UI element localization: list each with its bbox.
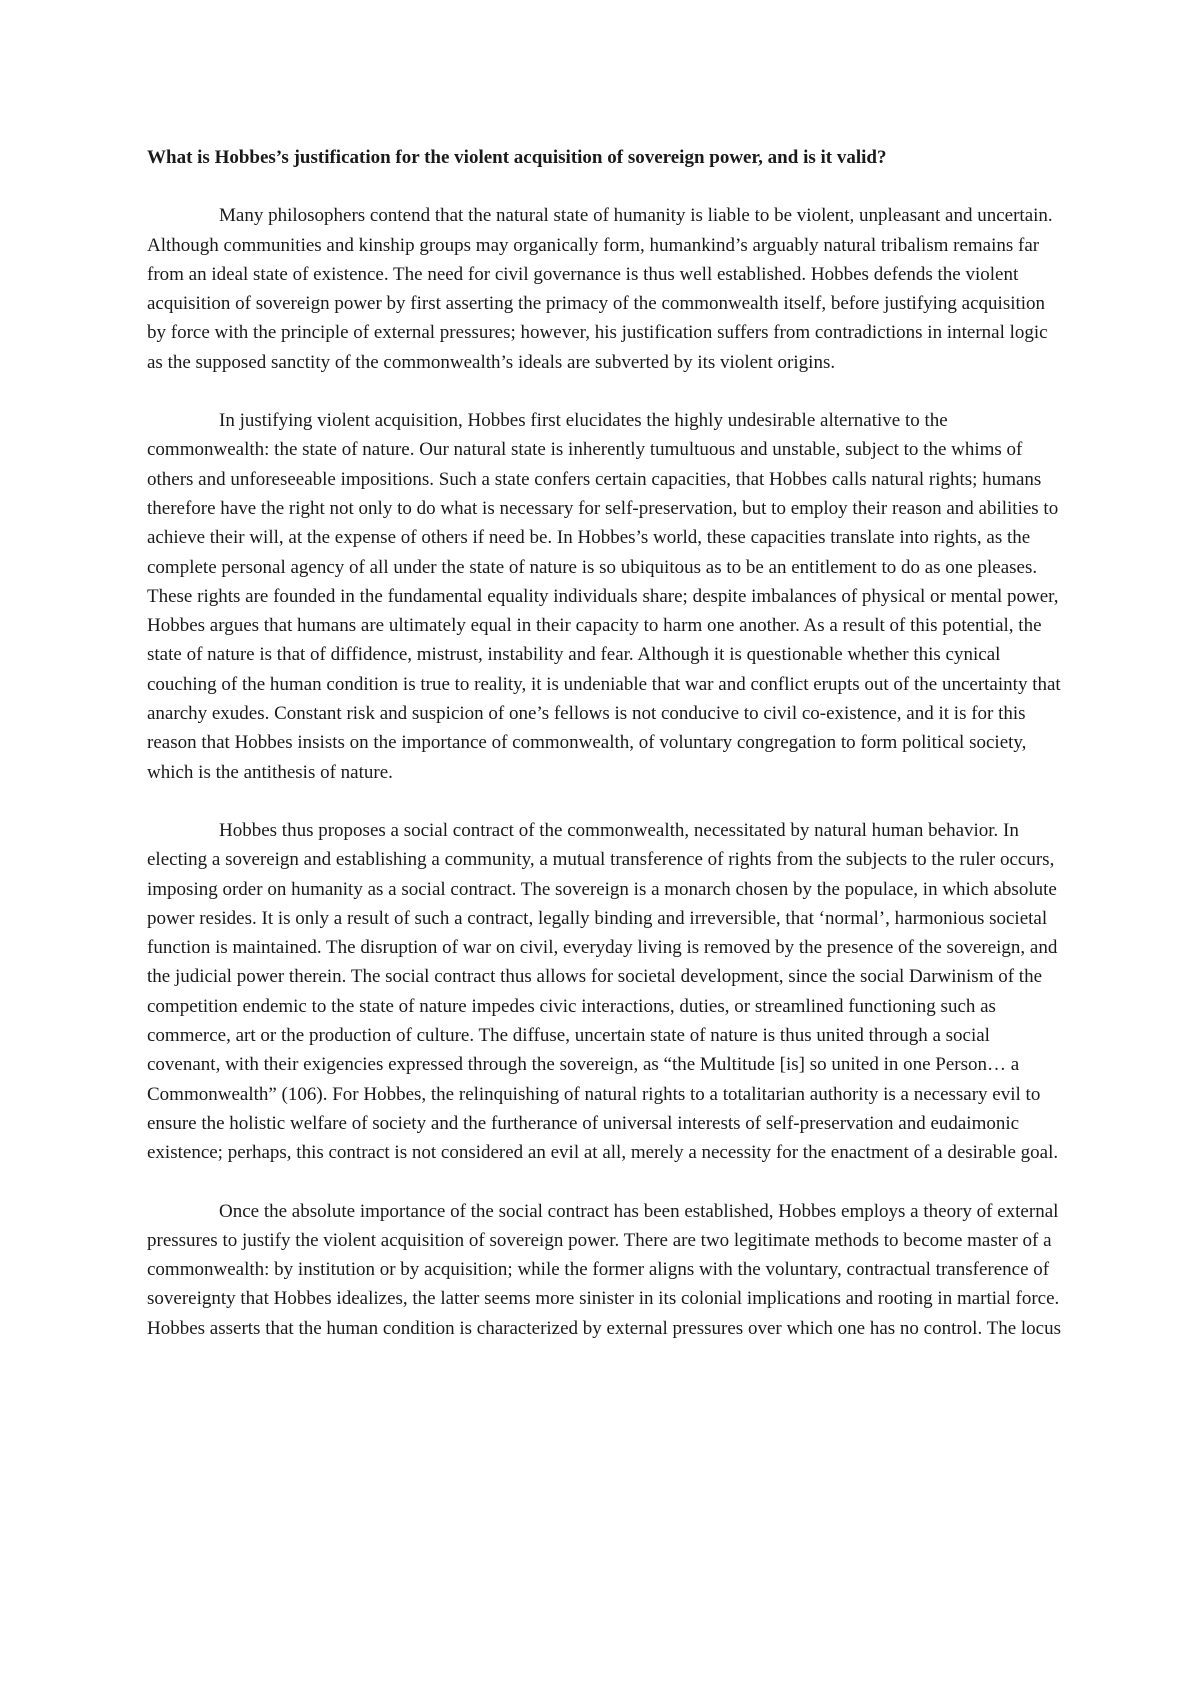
- essay-title: What is Hobbes’s justification for the violent acquisition of sovereign power, and is it valid?: [147, 147, 887, 168]
- paragraph-social-contract: Hobbes thus proposes a social contract of the commonwealth, necessitated by natural human behavior. In electing a sovereign and establishing a community, a mutual transference of rights from the subjects to the ruler occurs, imposing order on humanity as a social contract. The sovereign is a monarch chosen by the populace, in which absolute power resides. It is only a result of such a contract, legally binding and irreversible, that ‘normal’, harmonious societal function is maintained. The disruption of war on civil, everyday living is removed by the presence of the sovereign, and the judicial power therein. The social contract thus allows for societal development, since the social Darwinism of the competition endemic to the state of nature impedes civic interactions, duties, or streamlined functioning such as commerce, art or the production of culture. The diffuse, uncertain state of nature is thus united through a social covenant, with their exigencies expressed through the sovereign, as “the Multitude [is] so united in one Person… a Commonwealth” (106). For Hobbes, the relinquishing of natural rights to a totalitarian authority is a necessary evil to ensure the holistic welfare of society and the furtherance of universal interests of self-preservation and eudaimonic existence; perhaps, this contract is not considered an evil at all, merely a necessity for the enactment of a desirable goal.: [147, 819, 1059, 1164]
- paragraph-introduction: Many philosophers contend that the natural state of humanity is liable to be violent, unpleasant and uncertain. Although communities and kinship groups may organically form, humankind’s arguably natural tribalism remains far from an ideal state of existence. The need for civil governance is thus well established. Hobbes defends the violent acquisition of sovereign power by first asserting the primacy of the commonwealth itself, before justifying acquisition by force with the principle of external pressures; however, his justification suffers from contradictions in internal logic as the supposed sanctity of the commonwealth’s ideals are subverted by its violent origins.: [147, 205, 1053, 373]
- essay-body: [147, 143, 1062, 1343]
- paragraph-state-of-nature: In justifying violent acquisition, Hobbes first elucidates the highly undesirable alternative to the commonwealth: the state of nature. Our natural state is inherently tumultuous and unstable, subject to the whims of others and unforeseeable impositions. Such a state confers certain capacities, that Hobbes calls natural rights; humans therefore have the right not only to do what is necessary for self-preservation, but to employ their reason and abilities to achieve their will, at the expense of others if need be. In Hobbes’s world, these capacities translate into rights, as the complete personal agency of all under the state of nature is so ubiquitous as to be an entitlement to do as one pleases. These rights are founded in the fundamental equality individuals share; despite imbalances of physical or mental power, Hobbes argues that humans are ultimately equal in their capacity to harm one another. As a result of this potential, the state of nature is that of diffidence, mistrust, instability and fear. Although it is questionable whether this cynical couching of the human condition is true to reality, it is undeniable that war and conflict erupts out of the uncertainty that anarchy exudes. Constant risk and suspicion of one’s fellows is not conducive to civil co-existence, and it is for this reason that Hobbes insists on the importance of commonwealth, of voluntary congregation to form political society, which is the antithesis of nature.: [147, 410, 1061, 783]
- paragraph-external-pressures: Once the absolute importance of the social contract has been established, Hobbes employs a theory of external pressures to justify the violent acquisition of sovereign power. There are two legitimate methods to become master of a commonwealth: by institution or by acquisition; while the former aligns with the voluntary, contractual transference of sovereignty that Hobbes idealizes, the latter seems more sinister in its colonial implications and rooting in martial force. Hobbes asserts that the human condition is characterized by external pressures over which one has no control. The locus: [147, 1200, 1062, 1339]
